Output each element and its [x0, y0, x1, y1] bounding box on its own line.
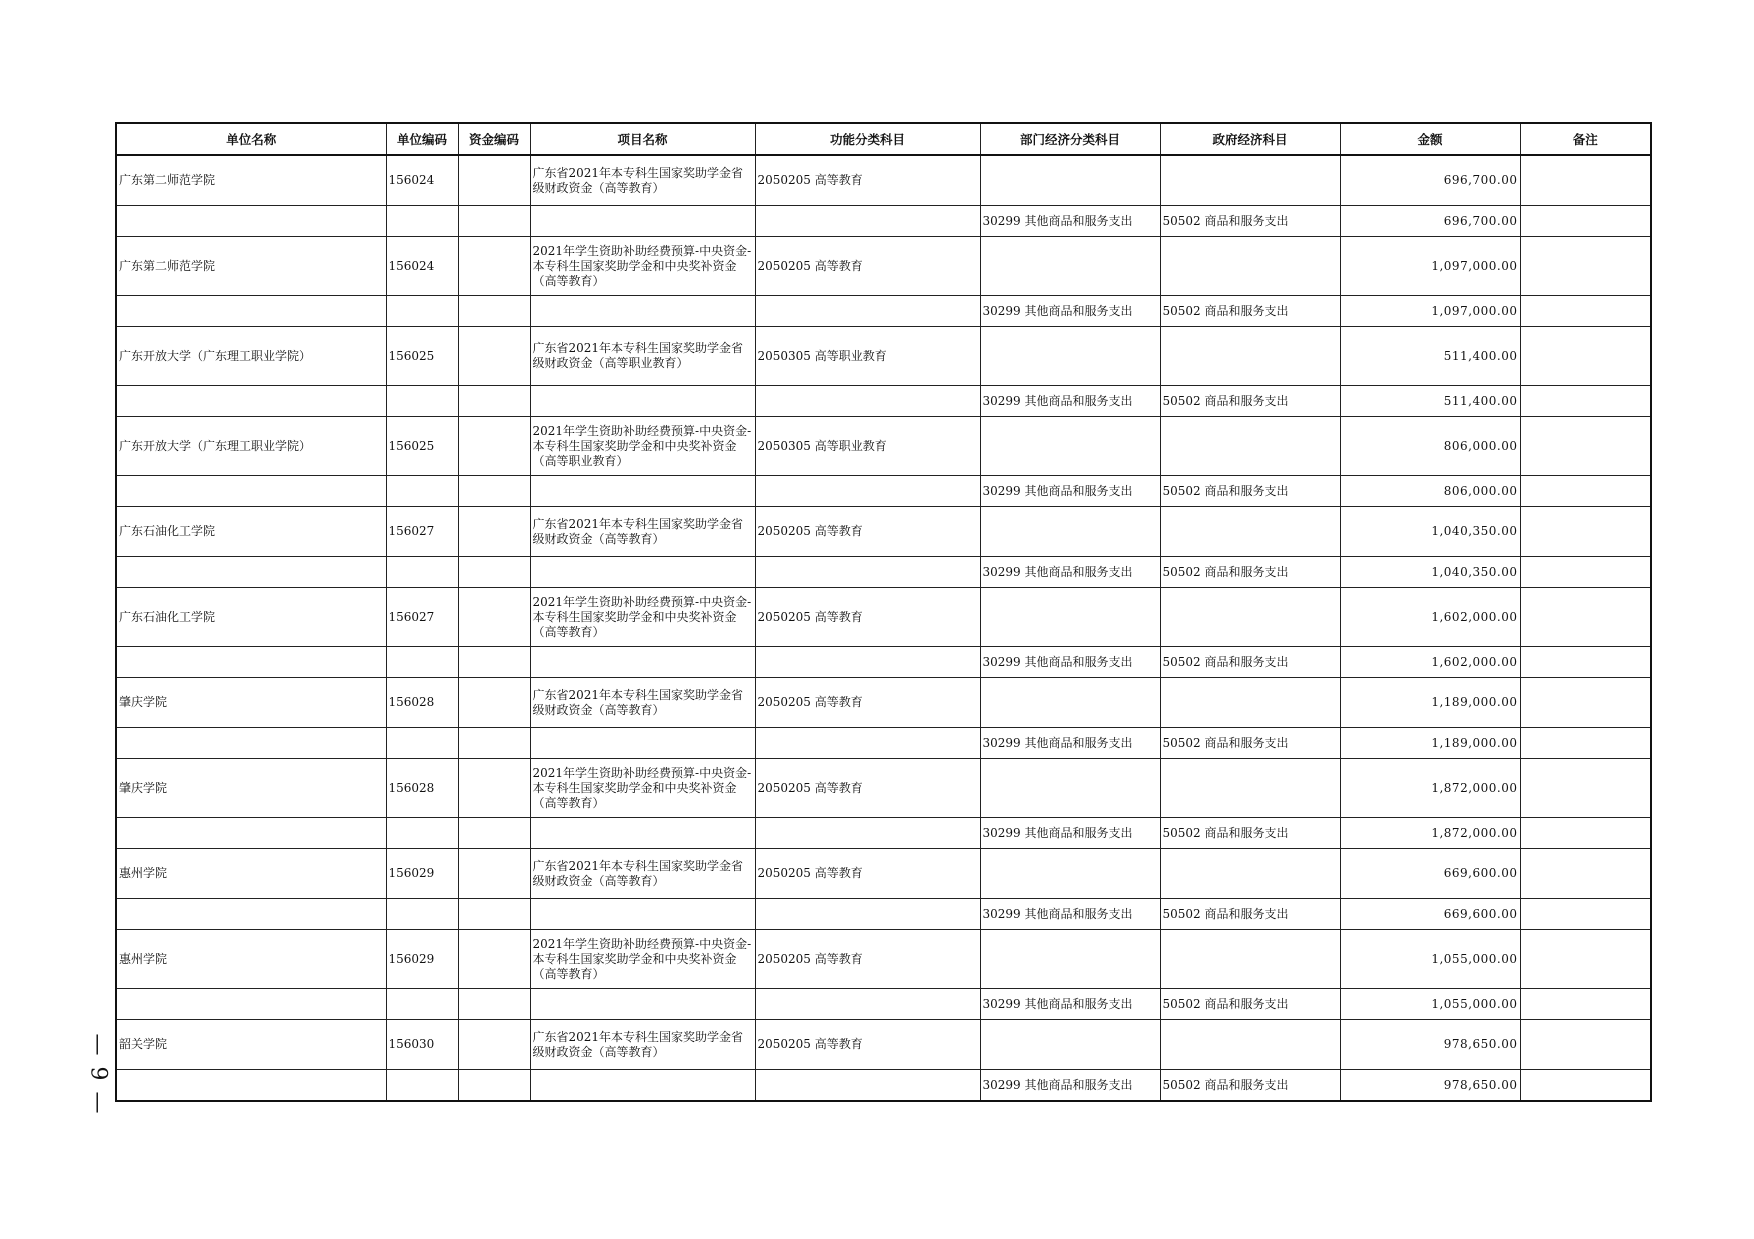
- project-name-cell: 广东省2021年本专科生国家奖助学金省级财政资金（高等教育）: [530, 155, 755, 206]
- unit-name-cell: [116, 476, 386, 507]
- fund-code-cell: [458, 1070, 530, 1102]
- note-cell: [1520, 237, 1651, 296]
- header-note: 备注: [1520, 123, 1651, 155]
- gov-economic-category-cell: [1160, 678, 1340, 728]
- function-category-cell: [755, 989, 980, 1020]
- gov-economic-category-cell: [1160, 417, 1340, 476]
- fund-code-cell: [458, 155, 530, 206]
- table-row: [116, 588, 1651, 647]
- table-row: [116, 647, 1651, 678]
- gov-economic-category-cell: 50502 商品和服务支出: [1160, 206, 1340, 237]
- gov-economic-category-cell: [1160, 1020, 1340, 1070]
- project-name-cell: 广东省2021年本专科生国家奖助学金省级财政资金（高等教育）: [530, 1020, 755, 1070]
- gov-economic-category-cell: 50502 商品和服务支出: [1160, 476, 1340, 507]
- table-row: [116, 849, 1651, 899]
- dept-economic-category-cell: [980, 678, 1160, 728]
- unit-code-cell: [386, 476, 458, 507]
- unit-code-cell: 156024: [386, 237, 458, 296]
- project-name-cell: 2021年学生资助补助经费预算-中央资金-本专科生国家奖助学金和中央奖补资金（高等教育）: [530, 759, 755, 818]
- note-cell: [1520, 386, 1651, 417]
- gov-economic-category-cell: 50502 商品和服务支出: [1160, 386, 1340, 417]
- function-category-cell: 2050305 高等职业教育: [755, 327, 980, 386]
- unit-name-cell: [116, 818, 386, 849]
- amount-cell: 1,055,000.00: [1340, 930, 1520, 989]
- unit-code-cell: [386, 647, 458, 678]
- gov-economic-category-cell: [1160, 237, 1340, 296]
- unit-code-cell: 156028: [386, 678, 458, 728]
- dept-economic-category-cell: 30299 其他商品和服务支出: [980, 899, 1160, 930]
- amount-cell: 511,400.00: [1340, 327, 1520, 386]
- project-name-cell: [530, 728, 755, 759]
- unit-name-cell: 广东开放大学（广东理工职业学院）: [116, 327, 386, 386]
- page-number: [86, 1032, 110, 1116]
- table-row: [116, 206, 1651, 237]
- amount-cell: 1,602,000.00: [1340, 647, 1520, 678]
- function-category-cell: [755, 647, 980, 678]
- unit-name-cell: 肇庆学院: [116, 759, 386, 818]
- gov-economic-category-cell: [1160, 849, 1340, 899]
- header-row: [116, 123, 1651, 155]
- unit-code-cell: 156028: [386, 759, 458, 818]
- dept-economic-category-cell: 30299 其他商品和服务支出: [980, 206, 1160, 237]
- amount-cell: 1,189,000.00: [1340, 728, 1520, 759]
- gov-economic-category-cell: 50502 商品和服务支出: [1160, 818, 1340, 849]
- gov-economic-category-cell: 50502 商品和服务支出: [1160, 899, 1340, 930]
- dept-economic-category-cell: 30299 其他商品和服务支出: [980, 296, 1160, 327]
- dept-economic-category-cell: [980, 417, 1160, 476]
- function-category-cell: [755, 206, 980, 237]
- function-category-cell: 2050205 高等教育: [755, 759, 980, 818]
- project-name-cell: 2021年学生资助补助经费预算-中央资金-本专科生国家奖助学金和中央奖补资金（高等职业教育）: [530, 417, 755, 476]
- unit-name-cell: [116, 386, 386, 417]
- project-name-cell: [530, 557, 755, 588]
- header-gov-economic-category: 政府经济科目: [1160, 123, 1340, 155]
- function-category-cell: 2050205 高等教育: [755, 155, 980, 206]
- table-row: [116, 678, 1651, 728]
- dept-economic-category-cell: [980, 327, 1160, 386]
- project-name-cell: 2021年学生资助补助经费预算-中央资金-本专科生国家奖助学金和中央奖补资金（高等教育）: [530, 588, 755, 647]
- note-cell: [1520, 678, 1651, 728]
- fund-code-cell: [458, 899, 530, 930]
- unit-name-cell: [116, 206, 386, 237]
- dept-economic-category-cell: 30299 其他商品和服务支出: [980, 818, 1160, 849]
- gov-economic-category-cell: 50502 商品和服务支出: [1160, 296, 1340, 327]
- fund-code-cell: [458, 417, 530, 476]
- amount-cell: 669,600.00: [1340, 849, 1520, 899]
- fund-code-cell: [458, 296, 530, 327]
- function-category-cell: 2050205 高等教育: [755, 588, 980, 647]
- page-number-text: — 9 —: [85, 1033, 111, 1115]
- table-row: [116, 237, 1651, 296]
- project-name-cell: [530, 989, 755, 1020]
- amount-cell: 696,700.00: [1340, 206, 1520, 237]
- table-row: [116, 296, 1651, 327]
- project-name-cell: [530, 296, 755, 327]
- unit-code-cell: 156030: [386, 1020, 458, 1070]
- dept-economic-category-cell: 30299 其他商品和服务支出: [980, 476, 1160, 507]
- fund-code-cell: [458, 557, 530, 588]
- note-cell: [1520, 417, 1651, 476]
- project-name-cell: [530, 818, 755, 849]
- project-name-cell: 2021年学生资助补助经费预算-中央资金-本专科生国家奖助学金和中央奖补资金（高等教育）: [530, 930, 755, 989]
- fund-code-cell: [458, 507, 530, 557]
- table-row: [116, 759, 1651, 818]
- note-cell: [1520, 759, 1651, 818]
- unit-code-cell: [386, 989, 458, 1020]
- function-category-cell: 2050305 高等职业教育: [755, 417, 980, 476]
- table-row: [116, 557, 1651, 588]
- fund-code-cell: [458, 386, 530, 417]
- fund-code-cell: [458, 759, 530, 818]
- unit-code-cell: [386, 1070, 458, 1102]
- dept-economic-category-cell: [980, 1020, 1160, 1070]
- unit-name-cell: 惠州学院: [116, 849, 386, 899]
- header-fund-code: 资金编码: [458, 123, 530, 155]
- note-cell: [1520, 818, 1651, 849]
- project-name-cell: 2021年学生资助补助经费预算-中央资金-本专科生国家奖助学金和中央奖补资金（高等教育）: [530, 237, 755, 296]
- project-name-cell: [530, 206, 755, 237]
- function-category-cell: [755, 899, 980, 930]
- fund-code-cell: [458, 1020, 530, 1070]
- amount-cell: 696,700.00: [1340, 155, 1520, 206]
- header-amount: 金额: [1340, 123, 1520, 155]
- note-cell: [1520, 930, 1651, 989]
- table-body: [116, 155, 1651, 1101]
- fund-code-cell: [458, 930, 530, 989]
- note-cell: [1520, 1020, 1651, 1070]
- unit-code-cell: [386, 296, 458, 327]
- function-category-cell: 2050205 高等教育: [755, 507, 980, 557]
- function-category-cell: 2050205 高等教育: [755, 678, 980, 728]
- dept-economic-category-cell: [980, 759, 1160, 818]
- project-name-cell: [530, 476, 755, 507]
- unit-code-cell: 156025: [386, 417, 458, 476]
- unit-name-cell: 惠州学院: [116, 930, 386, 989]
- note-cell: [1520, 327, 1651, 386]
- header-unit-name: 单位名称: [116, 123, 386, 155]
- amount-cell: 1,602,000.00: [1340, 588, 1520, 647]
- header-dept-economic-category: 部门经济分类科目: [980, 123, 1160, 155]
- unit-name-cell: 广东石油化工学院: [116, 588, 386, 647]
- unit-code-cell: 156025: [386, 327, 458, 386]
- project-name-cell: [530, 899, 755, 930]
- table-row: [116, 930, 1651, 989]
- table-row: [116, 818, 1651, 849]
- note-cell: [1520, 989, 1651, 1020]
- project-name-cell: 广东省2021年本专科生国家奖助学金省级财政资金（高等职业教育）: [530, 327, 755, 386]
- unit-code-cell: [386, 818, 458, 849]
- dept-economic-category-cell: 30299 其他商品和服务支出: [980, 386, 1160, 417]
- gov-economic-category-cell: [1160, 507, 1340, 557]
- dept-economic-category-cell: [980, 507, 1160, 557]
- fund-code-cell: [458, 728, 530, 759]
- note-cell: [1520, 206, 1651, 237]
- dept-economic-category-cell: 30299 其他商品和服务支出: [980, 557, 1160, 588]
- amount-cell: 1,097,000.00: [1340, 296, 1520, 327]
- dept-economic-category-cell: [980, 930, 1160, 989]
- amount-cell: 1,055,000.00: [1340, 989, 1520, 1020]
- note-cell: [1520, 728, 1651, 759]
- amount-cell: 1,872,000.00: [1340, 759, 1520, 818]
- unit-name-cell: 广东第二师范学院: [116, 155, 386, 206]
- dept-economic-category-cell: [980, 849, 1160, 899]
- fund-code-cell: [458, 476, 530, 507]
- note-cell: [1520, 849, 1651, 899]
- note-cell: [1520, 1070, 1651, 1102]
- fund-code-cell: [458, 849, 530, 899]
- unit-name-cell: [116, 728, 386, 759]
- unit-code-cell: [386, 206, 458, 237]
- project-name-cell: [530, 386, 755, 417]
- unit-name-cell: [116, 647, 386, 678]
- unit-name-cell: 广东石油化工学院: [116, 507, 386, 557]
- gov-economic-category-cell: [1160, 588, 1340, 647]
- fund-code-cell: [458, 678, 530, 728]
- unit-name-cell: [116, 557, 386, 588]
- note-cell: [1520, 588, 1651, 647]
- project-name-cell: 广东省2021年本专科生国家奖助学金省级财政资金（高等教育）: [530, 678, 755, 728]
- unit-code-cell: 156029: [386, 849, 458, 899]
- unit-name-cell: [116, 899, 386, 930]
- function-category-cell: [755, 557, 980, 588]
- project-name-cell: [530, 1070, 755, 1102]
- amount-cell: 1,097,000.00: [1340, 237, 1520, 296]
- gov-economic-category-cell: [1160, 155, 1340, 206]
- unit-code-cell: [386, 386, 458, 417]
- unit-code-cell: [386, 557, 458, 588]
- unit-code-cell: 156024: [386, 155, 458, 206]
- dept-economic-category-cell: 30299 其他商品和服务支出: [980, 1070, 1160, 1102]
- note-cell: [1520, 557, 1651, 588]
- unit-code-cell: 156027: [386, 588, 458, 647]
- amount-cell: 1,040,350.00: [1340, 557, 1520, 588]
- dept-economic-category-cell: [980, 588, 1160, 647]
- dept-economic-category-cell: [980, 237, 1160, 296]
- project-name-cell: [530, 647, 755, 678]
- function-category-cell: [755, 818, 980, 849]
- amount-cell: 669,600.00: [1340, 899, 1520, 930]
- function-category-cell: [755, 728, 980, 759]
- unit-name-cell: 肇庆学院: [116, 678, 386, 728]
- function-category-cell: [755, 476, 980, 507]
- function-category-cell: 2050205 高等教育: [755, 237, 980, 296]
- fund-code-cell: [458, 588, 530, 647]
- function-category-cell: [755, 1070, 980, 1102]
- amount-cell: 1,189,000.00: [1340, 678, 1520, 728]
- gov-economic-category-cell: [1160, 759, 1340, 818]
- fund-code-cell: [458, 818, 530, 849]
- table-row: [116, 989, 1651, 1020]
- gov-economic-category-cell: 50502 商品和服务支出: [1160, 647, 1340, 678]
- unit-name-cell: [116, 296, 386, 327]
- unit-name-cell: [116, 1070, 386, 1102]
- gov-economic-category-cell: [1160, 327, 1340, 386]
- amount-cell: 511,400.00: [1340, 386, 1520, 417]
- gov-economic-category-cell: 50502 商品和服务支出: [1160, 728, 1340, 759]
- function-category-cell: 2050205 高等教育: [755, 849, 980, 899]
- gov-economic-category-cell: [1160, 930, 1340, 989]
- dept-economic-category-cell: 30299 其他商品和服务支出: [980, 647, 1160, 678]
- table-row: [116, 386, 1651, 417]
- budget-table: [115, 122, 1652, 1102]
- dept-economic-category-cell: [980, 155, 1160, 206]
- amount-cell: 978,650.00: [1340, 1070, 1520, 1102]
- fund-code-cell: [458, 237, 530, 296]
- project-name-cell: 广东省2021年本专科生国家奖助学金省级财政资金（高等教育）: [530, 849, 755, 899]
- amount-cell: 1,872,000.00: [1340, 818, 1520, 849]
- dept-economic-category-cell: 30299 其他商品和服务支出: [980, 728, 1160, 759]
- fund-code-cell: [458, 989, 530, 1020]
- note-cell: [1520, 296, 1651, 327]
- amount-cell: 978,650.00: [1340, 1020, 1520, 1070]
- table-row: [116, 1070, 1651, 1102]
- project-name-cell: 广东省2021年本专科生国家奖助学金省级财政资金（高等教育）: [530, 507, 755, 557]
- unit-name-cell: 韶关学院: [116, 1020, 386, 1070]
- table-row: [116, 417, 1651, 476]
- gov-economic-category-cell: 50502 商品和服务支出: [1160, 557, 1340, 588]
- amount-cell: 806,000.00: [1340, 417, 1520, 476]
- fund-code-cell: [458, 327, 530, 386]
- function-category-cell: [755, 296, 980, 327]
- note-cell: [1520, 155, 1651, 206]
- unit-name-cell: 广东开放大学（广东理工职业学院）: [116, 417, 386, 476]
- header-unit-code: 单位编码: [386, 123, 458, 155]
- amount-cell: 806,000.00: [1340, 476, 1520, 507]
- table-row: [116, 1020, 1651, 1070]
- table-row: [116, 327, 1651, 386]
- unit-code-cell: [386, 899, 458, 930]
- note-cell: [1520, 507, 1651, 557]
- header-function-category: 功能分类科目: [755, 123, 980, 155]
- gov-economic-category-cell: 50502 商品和服务支出: [1160, 989, 1340, 1020]
- unit-name-cell: 广东第二师范学院: [116, 237, 386, 296]
- header-project-name: 项目名称: [530, 123, 755, 155]
- unit-code-cell: [386, 728, 458, 759]
- function-category-cell: 2050205 高等教育: [755, 930, 980, 989]
- amount-cell: 1,040,350.00: [1340, 507, 1520, 557]
- dept-economic-category-cell: 30299 其他商品和服务支出: [980, 989, 1160, 1020]
- table-row: [116, 507, 1651, 557]
- unit-code-cell: 156027: [386, 507, 458, 557]
- table-row: [116, 728, 1651, 759]
- gov-economic-category-cell: 50502 商品和服务支出: [1160, 1070, 1340, 1102]
- fund-code-cell: [458, 647, 530, 678]
- table-row: [116, 476, 1651, 507]
- note-cell: [1520, 899, 1651, 930]
- unit-code-cell: 156029: [386, 930, 458, 989]
- table-row: [116, 155, 1651, 206]
- unit-name-cell: [116, 989, 386, 1020]
- function-category-cell: [755, 386, 980, 417]
- note-cell: [1520, 647, 1651, 678]
- fund-code-cell: [458, 206, 530, 237]
- note-cell: [1520, 476, 1651, 507]
- function-category-cell: 2050205 高等教育: [755, 1020, 980, 1070]
- table-row: [116, 899, 1651, 930]
